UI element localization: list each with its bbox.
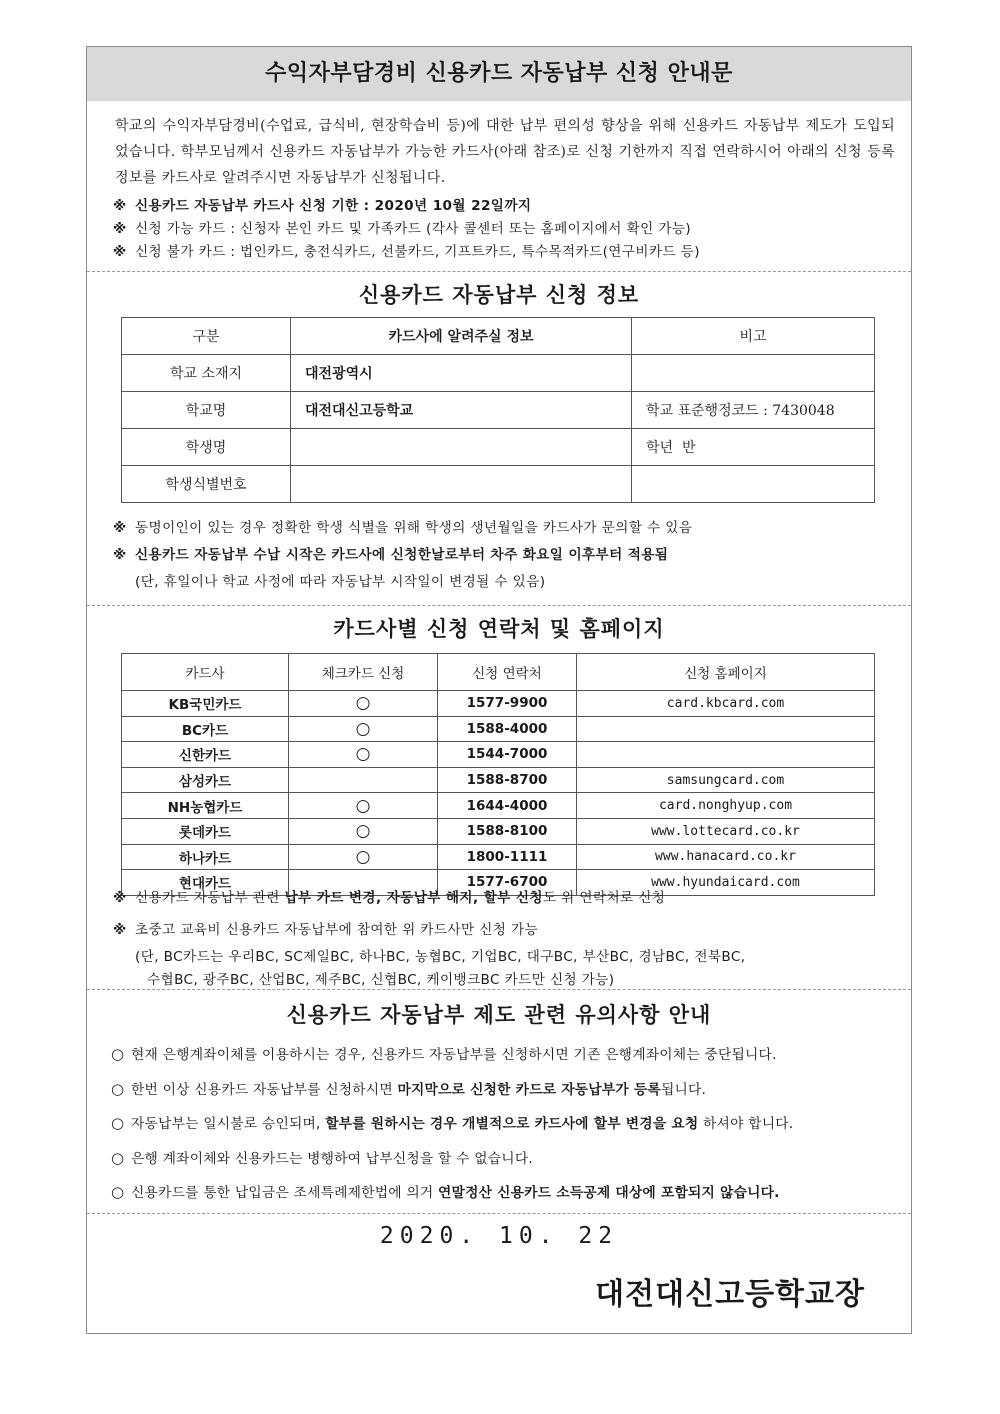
- row-label: 학교 소재지: [122, 355, 291, 392]
- card-url: [577, 742, 875, 768]
- row-note: 학교 표준행정코드 : 7430048: [632, 392, 875, 429]
- caution-section-title: 신용카드 자동납부 제도 관련 유의사항 안내: [286, 1003, 712, 1027]
- row-label: 학교명: [122, 392, 291, 429]
- card-notes: [113, 887, 903, 992]
- table-row: [122, 355, 875, 392]
- card-url[interactable]: card.nonghyup.com: [577, 793, 875, 819]
- row-note: [632, 466, 875, 503]
- notice-deadline: ※ 신용카드 자동납부 카드사 신청 기한 : 2020년 10월 22일까지: [113, 198, 532, 214]
- card-url[interactable]: www.lottecard.co.kr: [577, 818, 875, 844]
- section-divider: [87, 1213, 911, 1214]
- student-name-field[interactable]: [291, 429, 632, 466]
- card-name: 삼성카드: [122, 767, 289, 793]
- table-row: [122, 767, 875, 793]
- card-url[interactable]: www.hyundaicard.com: [577, 870, 875, 896]
- info-note: ※ 신용카드 자동납부 수납 시작은 카드사에 신청한날로부터 차주 화요일 이후부터 적용됨: [113, 547, 669, 563]
- card-section-title: 카드사별 신청 연락처 및 홈페이지: [333, 617, 665, 641]
- row-label: 학생명: [122, 429, 291, 466]
- document-title: 수익자부담경비 신용카드 자동납부 신청 안내문: [87, 47, 911, 101]
- table-row: [122, 429, 875, 466]
- card-company-table: [121, 653, 875, 896]
- table-row: [122, 716, 875, 742]
- header-cell: 신청 홈페이지: [577, 654, 875, 691]
- table-row: [122, 793, 875, 819]
- row-note: 학년 반: [632, 429, 875, 466]
- principal-signature: 대전대신고등학교장: [595, 1277, 865, 1312]
- header-cell: 신청 연락처: [438, 654, 577, 691]
- card-name: KB국민카드: [122, 691, 289, 717]
- card-name: NH농협카드: [122, 793, 289, 819]
- row-value: 대전광역시: [291, 355, 632, 392]
- check-mark: ○: [289, 742, 438, 768]
- table-row: [122, 818, 875, 844]
- check-mark: ○: [289, 844, 438, 870]
- notice-document: [86, 46, 912, 1334]
- caution-item: ○ 한번 이상 신용카드 자동납부를 신청하시면 마지막으로 신청한 카드로 자동납부가 등록됩니다.: [111, 1079, 707, 1098]
- header-cell: 체크카드 신청: [289, 654, 438, 691]
- header-cell: 카드사: [122, 654, 289, 691]
- caution-item: ○ 은행 계좌이체와 신용카드는 병행하여 납부신청을 할 수 없습니다.: [111, 1148, 533, 1167]
- card-phone: 1577-6700: [438, 870, 577, 896]
- caution-list: [111, 1037, 901, 1210]
- student-id-field[interactable]: [291, 466, 632, 503]
- card-name: 현대카드: [122, 870, 289, 896]
- caution-item: ○ 자동납부는 일시불로 승인되며, 할부를 원하시는 경우 개별적으로 카드사에 할부 변경을 요청 하셔야 합니다.: [111, 1114, 794, 1132]
- info-table: [121, 317, 875, 503]
- card-note: 수협BC, 광주BC, 산업BC, 제주BC, 신협BC, 케이뱅크BC 카드만 신청 가능): [147, 972, 615, 988]
- card-phone: 1588-8700: [438, 767, 577, 793]
- info-note: ※ 동명이인이 있는 경우 정확한 학생 식별을 위해 학생의 생년월일을 카드사가 문의할 수 있음: [113, 520, 693, 536]
- card-name: 롯데카드: [122, 818, 289, 844]
- card-name: 신한카드: [122, 742, 289, 768]
- row-note: [632, 355, 875, 392]
- caution-item: ○ 신용카드를 통한 납입금은 조세특례제한법에 의거 연말정산 신용카드 소득공제 대상에 포함되지 않습니다.: [111, 1183, 780, 1201]
- intro-paragraph: 학교의 수익자부담경비(수업료, 급식비, 현장학습비 등)에 대한 납부 편의성 향상을 위해 신용카드 자동납부 제도가 도입되었습니다. 학부모님께서 신용카드 자동납부가 가능한 카드사(아래 참조)로 신청 기한까지 직접 연락하시어 아래의 신청 등록정보를 카드사로 알려주시면 자동납부가 신청됩니다.: [115, 118, 895, 186]
- card-phone: 1588-4000: [438, 716, 577, 742]
- section-divider: [87, 605, 911, 606]
- caution-item: ○ 현재 은행계좌이체를 이용하시는 경우, 신용카드 자동납부를 신청하시면 기존 은행계좌이체는 중단됩니다.: [111, 1045, 777, 1063]
- check-mark: ○: [289, 818, 438, 844]
- table-row: [122, 392, 875, 429]
- card-note: (단, BC카드는 우리BC, SC제일BC, 하나BC, 농협BC, 기업BC, 대구BC, 부산BC, 경남BC, 전북BC,: [135, 949, 746, 965]
- table-row: [122, 691, 875, 717]
- section-divider: [87, 989, 911, 990]
- header-cell: 구분: [122, 318, 291, 355]
- notice-ineligible: ※ 신청 불가 카드 : 법인카드, 충전식카드, 선불카드, 기프트카드, 특수목적카드(연구비카드 등): [113, 244, 700, 260]
- card-name: BC카드: [122, 716, 289, 742]
- card-url: [577, 716, 875, 742]
- card-phone: 1800-1111: [438, 844, 577, 870]
- table-header-row: [122, 654, 875, 691]
- info-note: (단, 휴일이나 학교 사정에 따라 자동납부 시작일이 변경될 수 있음): [135, 574, 546, 590]
- row-label: 학생식별번호: [122, 466, 291, 503]
- notice-eligible: ※ 신청 가능 카드 : 신청자 본인 카드 및 가족카드 (각사 콜센터 또는 홈페이지에서 확인 가능): [113, 221, 692, 237]
- section-divider: [87, 271, 911, 272]
- card-url[interactable]: samsungcard.com: [577, 767, 875, 793]
- card-phone: 1544-7000: [438, 742, 577, 768]
- check-mark: ○: [289, 793, 438, 819]
- card-name: 하나카드: [122, 844, 289, 870]
- card-note: ※ 신용카드 자동납부 관련 납부 카드 변경, 자동납부 해지, 할부 신청도 위 연락처로 신청: [113, 890, 666, 906]
- table-row: [122, 466, 875, 503]
- info-section-title: 신용카드 자동납부 신청 정보: [358, 283, 640, 307]
- notice-list: [113, 195, 903, 264]
- table-row: [122, 844, 875, 870]
- card-note: ※ 초중고 교육비 신용카드 자동납부에 참여한 위 카드사만 신청 가능: [113, 922, 539, 938]
- card-phone: 1588-8100: [438, 818, 577, 844]
- issue-date: 2020. 10. 22: [379, 1223, 619, 1249]
- header-cell: 카드사에 알려주실 정보: [291, 318, 632, 355]
- card-phone: 1577-9900: [438, 691, 577, 717]
- info-notes: [113, 517, 903, 594]
- header-cell: 비고: [632, 318, 875, 355]
- card-phone: 1644-4000: [438, 793, 577, 819]
- card-url[interactable]: www.hanacard.co.kr: [577, 844, 875, 870]
- card-url[interactable]: card.kbcard.com: [577, 691, 875, 717]
- table-row: [122, 742, 875, 768]
- check-mark: ○: [289, 716, 438, 742]
- table-header-row: [122, 318, 875, 355]
- check-mark: [289, 767, 438, 793]
- row-value: 대전대신고등학교: [291, 392, 632, 429]
- check-mark: ○: [289, 691, 438, 717]
